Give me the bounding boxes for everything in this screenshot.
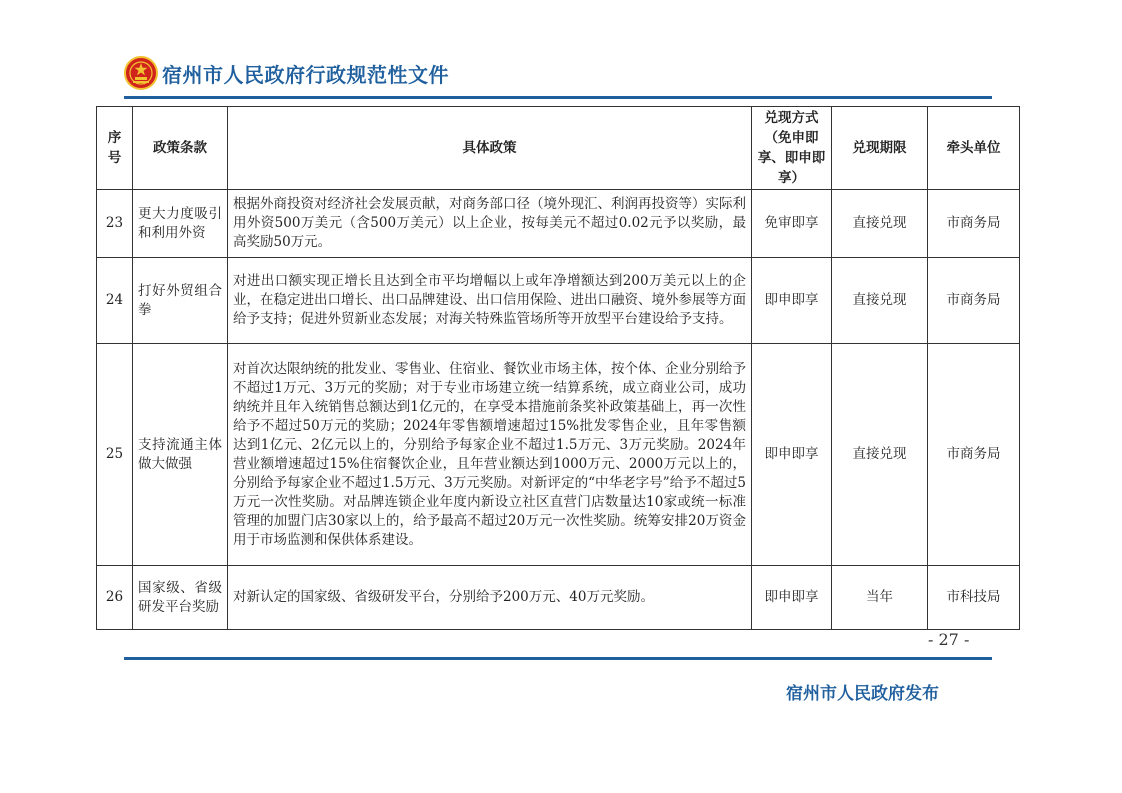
header-mode: 兑现方式（免申即享、即申即享） xyxy=(752,107,832,190)
table-row xyxy=(97,344,1020,566)
table-row xyxy=(97,258,1020,344)
row-period: 直接兑现 xyxy=(832,190,928,258)
row-clause: 支持流通主体做大做强 xyxy=(133,344,228,566)
row-clause: 国家级、省级研发平台奖励 xyxy=(133,566,228,630)
row-period: 直接兑现 xyxy=(832,344,928,566)
row-clause: 更大力度吸引和利用外资 xyxy=(133,190,228,258)
row-num: 23 xyxy=(97,190,133,258)
header-unit: 牵头单位 xyxy=(928,107,1020,190)
document-header xyxy=(124,56,449,90)
row-unit: 市商务局 xyxy=(928,344,1020,566)
row-detail: 对进出口额实现正增长且达到全市平均增幅以上或年净增额达到200万美元以上的企业，在稳定进出口增长、出口品牌建设、出口信用保险、进出口融资、境外参展等方面给予支持；促进外贸新业态发展；对海关特殊监管场所等开放型平台建设给予支持。 xyxy=(228,258,752,344)
row-period: 直接兑现 xyxy=(832,258,928,344)
footer-publisher: 宿州市人民政府发布 xyxy=(786,684,939,704)
row-unit: 市商务局 xyxy=(928,190,1020,258)
header-detail: 具体政策 xyxy=(228,107,752,190)
row-clause: 打好外贸组合拳 xyxy=(133,258,228,344)
header-clause: 政策条款 xyxy=(133,107,228,190)
header-period: 兑现期限 xyxy=(832,107,928,190)
row-detail: 对首次达限纳统的批发业、零售业、住宿业、餐饮业市场主体，按个体、企业分别给予不超过1万元、3万元的奖励；对于专业市场建立统一结算系统，成立商业公司，成功纳统并且年入统销售总额达到1亿元的，在享受本措施前条奖补政策基础上，再一次性给予不超过50万元的奖励；2024年零售额增速超过15%批发零售企业，且年零售额达到1亿元、2亿元以上的，分别给予每家企业不超过1.5万元、3万元奖励。2024年营业额增速超过15%住宿餐饮企业，且年营业额达到1000万元、2000万元以上的，分别给予每家企业不超过1.5万元、3万元奖励。对新评定的“中华老字号”给予不超过5万元一次性奖励。对品牌连锁企业年度内新设立社区直营门店数量达10家或统一标准管理的加盟门店30家以上的，给予最高不超过20万元一次性奖励。统筹安排20万资金用于市场监测和保供体系建设。 xyxy=(228,344,752,566)
row-unit: 市商务局 xyxy=(928,258,1020,344)
row-mode: 即申即享 xyxy=(752,566,832,630)
table-row xyxy=(97,190,1020,258)
row-mode: 免审即享 xyxy=(752,190,832,258)
table-row xyxy=(97,566,1020,630)
header-title: 宿州市人民政府行政规范性文件 xyxy=(162,62,449,87)
header-divider xyxy=(124,96,992,99)
row-mode: 即申即享 xyxy=(752,258,832,344)
national-emblem-icon xyxy=(124,56,158,90)
row-mode: 即申即享 xyxy=(752,344,832,566)
row-detail: 对新认定的国家级、省级研发平台，分别给予200万元、40万元奖励。 xyxy=(228,566,752,630)
row-detail: 根据外商投资对经济社会发展贡献，对商务部口径（境外现汇、利润再投资等）实际利用外资500万美元（含500万美元）以上企业，按每美元不超过0.02元予以奖励，最高奖励50万元。 xyxy=(228,190,752,258)
row-period: 当年 xyxy=(832,566,928,630)
row-num: 25 xyxy=(97,344,133,566)
footer-divider xyxy=(124,657,992,660)
header-num: 序号 xyxy=(97,107,133,190)
row-unit: 市科技局 xyxy=(928,566,1020,630)
row-num: 26 xyxy=(97,566,133,630)
policy-table xyxy=(96,106,1020,630)
page-number: - 27 - xyxy=(928,630,970,649)
row-num: 24 xyxy=(97,258,133,344)
table-header-row xyxy=(97,107,1020,190)
